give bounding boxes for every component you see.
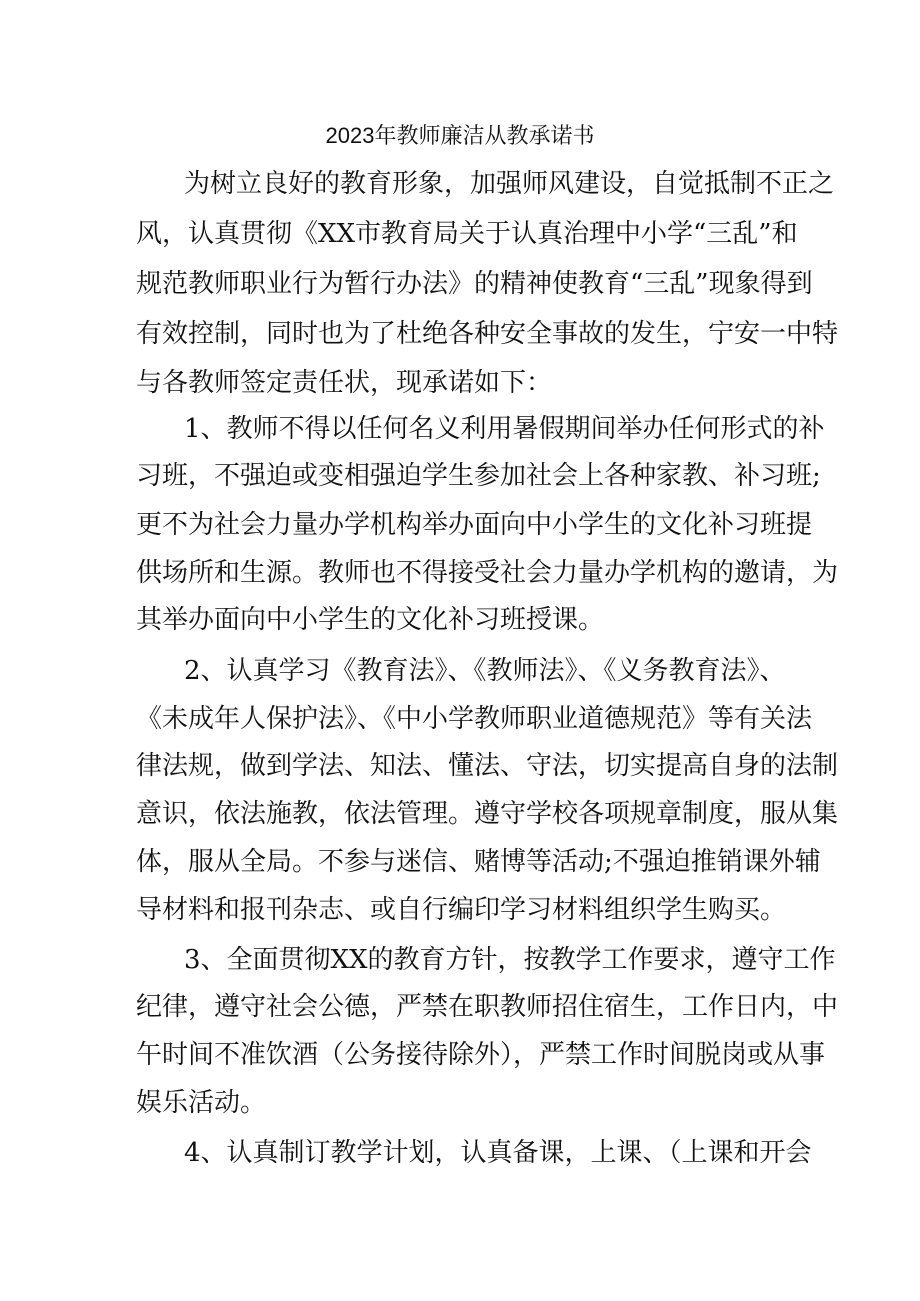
text-line: 《未成年人保护法》、《中小学教师职业道德规范》等有关法 (136, 704, 813, 734)
text-line: 3、全面贯彻XX的教育方针，按教学工作要求，遵守工作 (184, 945, 836, 975)
text-line: 规范教师职业行为暂行办法》的精神使教育“三乱”现象得到 (136, 269, 813, 299)
text-line: 与各教师签定责任状，现承诺如下： (136, 368, 553, 398)
text-line: 供场所和生源。教师也不得接受社会力量办学机构的邀请，为 (136, 558, 839, 588)
text-line: 2、认真学习《教育法》、《教师法》、《义务教育法》、 (184, 656, 786, 686)
text-line: 纪律，遵守社会公德，严禁在职教师招住宿生，工作日内，中 (136, 992, 839, 1022)
text-line: 为树立良好的教育形象，加强师风建设，自觉抵制不正之 (184, 169, 835, 199)
document-title: 2023年教师廉洁从教承诺书 (325, 123, 595, 148)
text-line: 意识，依法施教，依法管理。遵守学校各项规章制度，服从集 (136, 799, 839, 829)
text-line: 习班，不强迫或变相强迫学生参加社会上各种家教、补习班; (136, 461, 821, 491)
text-line: 导材料和报刊杂志、或自行编印学习材料组织学生购买。 (136, 895, 787, 925)
text-line: 午时间不准饮酒（公务接待除外），严禁工作时间脱岗或从事 (136, 1040, 826, 1070)
text-line: 律法规，做到学法、知法、懂法、守法，切实提高自身的法制 (136, 751, 839, 781)
text-line: 风，认真贯彻《XX市教育局关于认真治理中小学“三乱”和 (136, 219, 798, 249)
text-line: 体，服从全局。不参与迷信、赌博等活动;不强迫推销课外辅 (136, 847, 821, 877)
text-line: 1、教师不得以任何名义利用暑假期间举办任何形式的补 (184, 414, 825, 444)
text-line: 更不为社会力量办学机构举办面向中小学生的文化补习班提 (136, 510, 813, 540)
text-line: 有效控制，同时也为了杜绝各种安全事故的发生，宁安一中特 (136, 319, 839, 349)
text-line: 娱乐活动。 (136, 1088, 267, 1118)
text-line: 其举办面向中小学生的文化补习班授课。 (136, 605, 605, 635)
text-line: 4、认真制订教学计划，认真备课，上课、（上课和开会 (184, 1138, 812, 1168)
